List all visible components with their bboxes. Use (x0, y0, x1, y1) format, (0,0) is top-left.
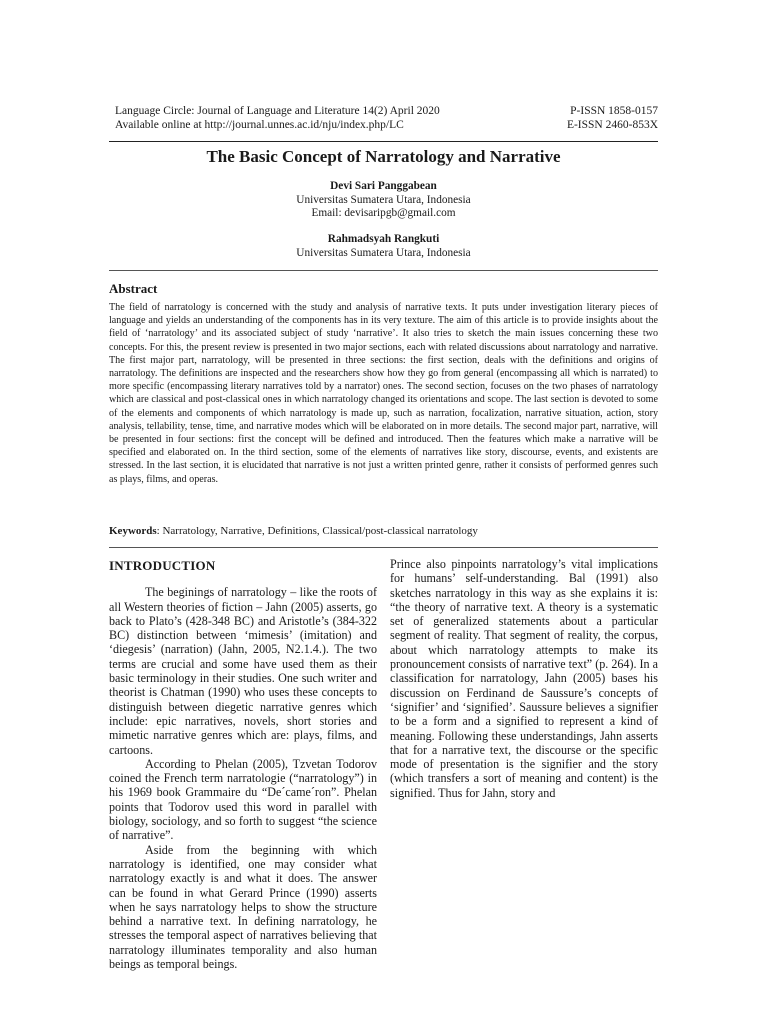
author-affiliation: Universitas Sumatera Utara, Indonesia (296, 193, 471, 206)
print-issn: P-ISSN 1858-0157 (570, 105, 658, 117)
abstract-top-rule (109, 270, 658, 271)
abstract-heading: Abstract (109, 281, 158, 296)
abstract-text: The field of narratology is concerned with the study and analysis of narrative texts. It puts under investigation literary pieces of language and yields an understanding of the components has in its very texture. The aim of this article is to provide insights about the field of ‘narratology’ and its associated subject of study ‘narrative’. It also tries to sketch the main issues concerning these two concepts. For this, the present review is presented in two major sections, each with related discussions about narratology and narrative. The first major part, narratology, will be presented in three sections: the first section, deals with the definitions and origins of narratology. The definitions are inspected and the researchers show how they go from general (encompassing all which is narrated) to more specific (encompassing literary narratives told by a narrator) ones. The second section, focuses on the two phases of narratology which are classical and post-classical ones in which narratology changed its orientations and scope. The last section is devoted to some of the elements and components of which narratology is made up, such as narration, focalization, narrative situation, action, story analysis, tellability, tense, time, and narrative modes which will be elaborated on in more details. The second major part, narrative, will be presented in four sections: first the concept will be defined and introduced. Then the features which make a narrative will be specified and elaborated on. In the third section, some of the elements of narratives like story, discourse, events, and existents are stressed. In the last section, it is elucidated that narrative is not just a written printed genre, rather it consists of performed genres such as plays, films, and operas. (109, 302, 658, 485)
body-paragraph: The beginings of narratology – like the roots of all Western theories of fiction – Jahn (2005) asserts, go back to Plato’s (428-348 BC) and Aristotle’s (384-322 BC) distinction between ‘mimesis’ (imitation) and ‘diegesis’ (narration) (Jahn, 2005, N2.1.4.). The two terms are crucial and some have used them as their basic terminology in their studies. One such writer and theorist is Chatman (1990) who uses these concepts to distinguish between diegetic narrative genres which include: epic narratives, novels, short stories and mimetic narrative genres which are: plays, films, and cartoons. (109, 585, 377, 757)
body-column-left (109, 557, 377, 971)
author-name: Devi Sari Panggabean (330, 180, 437, 192)
keywords-line (109, 524, 658, 538)
author-email[interactable]: Email: devisaripgb@gmail.com (311, 207, 456, 219)
header-rule (109, 141, 658, 142)
author-block-1 (109, 180, 658, 221)
article-title: The Basic Concept of Narratology and Narrative (206, 147, 561, 166)
issn-block (552, 104, 658, 132)
electronic-issn: E-ISSN 2460-853X (566, 119, 658, 131)
journal-header (115, 104, 440, 132)
body-paragraph: According to Phelan (2005), Tzvetan Todorov coined the French term narratologie (“narratology”) in his 1969 book Grammaire du “De´came´ron”. Phelan points that Todorov used this word in parallel with biology, sociology, and so forth to suggest “the science of narrative”. (109, 756, 377, 843)
keywords-label: Keywords (109, 525, 157, 537)
author-block-2 (109, 233, 658, 260)
keywords-list: : Narratology, Narrative, Definitions, Classical/post-classical narratology (156, 525, 478, 537)
section-heading-introduction: INTRODUCTION (109, 558, 216, 573)
author-affiliation: Universitas Sumatera Utara, Indonesia (296, 246, 471, 259)
body-column-right (390, 557, 658, 800)
keywords-bottom-rule (109, 547, 658, 548)
journal-url[interactable]: Available online at http://journal.unnes.ac.id/nju/index.php/LC (115, 119, 404, 131)
body-paragraph: Aside from the beginning with which narratology is identified, one may consider what narratology exactly is and what it does. The answer can be found in what Gerard Prince (1990) asserts when he says narratology helps to show the structure behind a narrative text. In defining narratology, he stresses the temporal aspect of narratives believing that narratology illuminates temporality and also human beings as temporal beings. (109, 842, 377, 972)
author-name: Rahmadsyah Rangkuti (327, 233, 440, 245)
journal-name: Language Circle: Journal of Language and Literature 14(2) April 2020 (115, 105, 440, 117)
body-paragraph: Prince also pinpoints narratology’s vital implications for humans’ self-understanding. Bal (1991) also sketches narratology in this way as she explains it is: “the theory of narrative text. A theory is a systematic set of generalized statements about a particular segment of reality. That segment of reality, the corpus, about which narratology attempts to make its pronouncement consists of narrative text” (p. 264). In a classification for narratology, Jahn (2005) bases his discussion on Ferdinand de Saussure’s concepts of ‘signifier’ and ‘signified’. Saussure believes a signifier to be a form and a signified to represent a kind of meaning. Following these understandings, Jahn asserts that for a narrative text, the discourse or the specific mode of presentation is the signifier and the story (which transfers a sort of meaning and content) is the signified. Thus for Jahn, story and (390, 557, 658, 800)
